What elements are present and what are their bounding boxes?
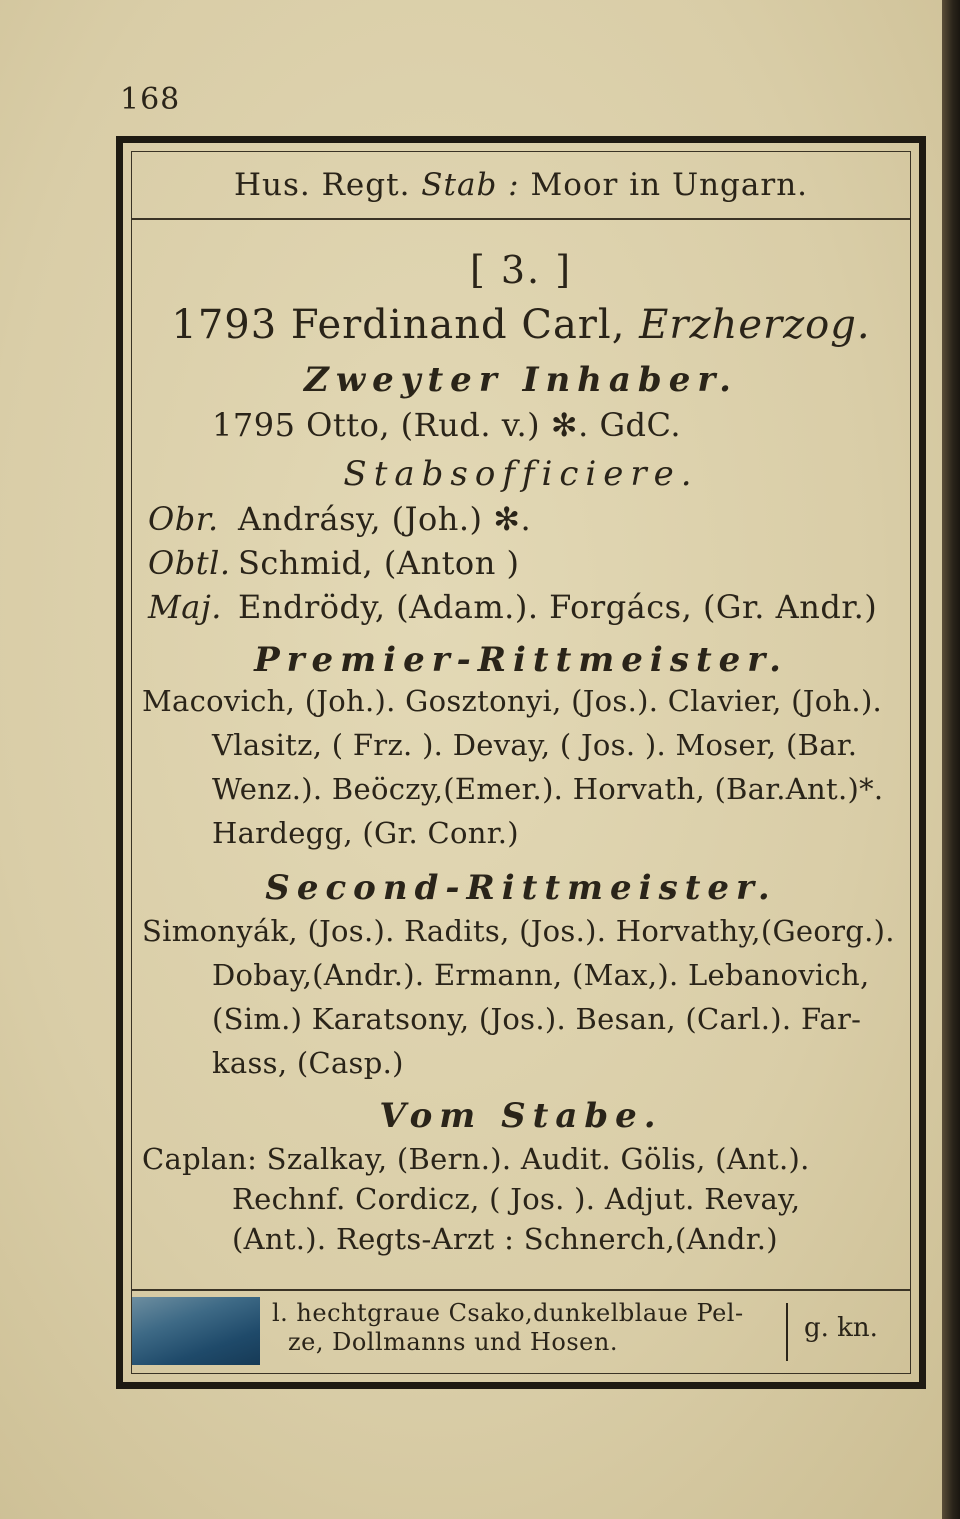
rank-label: Maj. — [148, 588, 222, 626]
rank-label: Obtl. — [148, 544, 231, 582]
inhaber-title: Erzherzog. — [639, 302, 871, 348]
officer-name: Endrödy, (Adam.). Forgács, (Gr. Andr.) — [238, 588, 878, 626]
regiment-number: [ 3. ] — [469, 248, 573, 292]
book-edge — [942, 0, 960, 1519]
vom-stabe-line: (Ant.). Regts-Arzt : Schnerch,(Andr.) — [232, 1222, 778, 1256]
zweyter-heading: Zweyter Inhaber. — [304, 360, 738, 400]
second-line: Simonyák, (Jos.). Radits, (Jos.). Horvathy,(Georg.). — [142, 914, 895, 948]
vom-stabe-heading: Vom Stabe. — [379, 1096, 663, 1136]
inhaber-line — [132, 302, 910, 348]
stabsofficier-row — [148, 588, 910, 626]
zweyter-entry: 1795 Otto, (Rud. v.) ✻. GdC. — [212, 406, 682, 444]
premier-line: Macovich, (Joh.). Gosztonyi, (Jos.). Clavier, (Joh.). — [142, 684, 883, 718]
vom-stabe-line: Rechnf. Cordicz, ( Jos. ). Adjut. Revay, — [232, 1182, 801, 1216]
vom-stabe-line: Caplan: Szalkay, (Bern.). Audit. Gölis, (Ant.). — [142, 1142, 810, 1176]
officer-name: Schmid, (Anton ) — [238, 544, 520, 582]
footer-divider — [786, 1303, 788, 1361]
header-stab-label: Stab : — [421, 167, 520, 203]
uniform-line: ze, Dollmanns und Hosen. — [288, 1328, 618, 1356]
uniform-footer — [132, 1289, 910, 1373]
premier-line: Vlasitz, ( Frz. ). Devay, ( Jos. ). Moser, (Bar. — [212, 728, 858, 762]
second-rittmeister-heading: Second-Rittmeister. — [265, 868, 777, 908]
button-metal: g. kn. — [804, 1313, 878, 1343]
header-prefix: Hus. Regt. — [233, 167, 411, 203]
second-line: kass, (Casp.) — [212, 1046, 404, 1080]
header-stab-location: Moor in Ungarn. — [530, 167, 809, 203]
regiment-frame — [116, 136, 926, 1389]
inhaber-year: 1793 — [171, 302, 278, 348]
uniform-color-swatch — [132, 1297, 260, 1365]
regiment-header — [132, 152, 910, 220]
second-line: (Sim.) Karatsony, (Jos.). Besan, (Carl.). Far- — [212, 1002, 862, 1036]
rank-label: Obr. — [148, 500, 219, 538]
stabsofficier-row — [148, 500, 910, 538]
officer-name: Andrásy, (Joh.) ✻. — [238, 500, 532, 538]
uniform-line: l. hechtgraue Csako,dunkelblaue Pel- — [272, 1299, 744, 1327]
stabsofficier-row — [148, 544, 910, 582]
premier-rittmeister-heading: Premier-Rittmeister. — [254, 640, 788, 680]
uniform-description — [272, 1299, 772, 1357]
regiment-inner-frame — [131, 151, 911, 1374]
page-number: 168 — [120, 82, 181, 117]
premier-line: Hardegg, (Gr. Conr.) — [212, 816, 519, 850]
stabsofficiere-heading: Stabsofficiere. — [343, 454, 699, 494]
second-line: Dobay,(Andr.). Ermann, (Max,). Lebanovich, — [212, 958, 870, 992]
premier-line: Wenz.). Beöczy,(Emer.). Horvath, (Bar.Ant.)*. — [212, 772, 884, 806]
inhaber-name: Ferdinand Carl, — [290, 302, 626, 348]
